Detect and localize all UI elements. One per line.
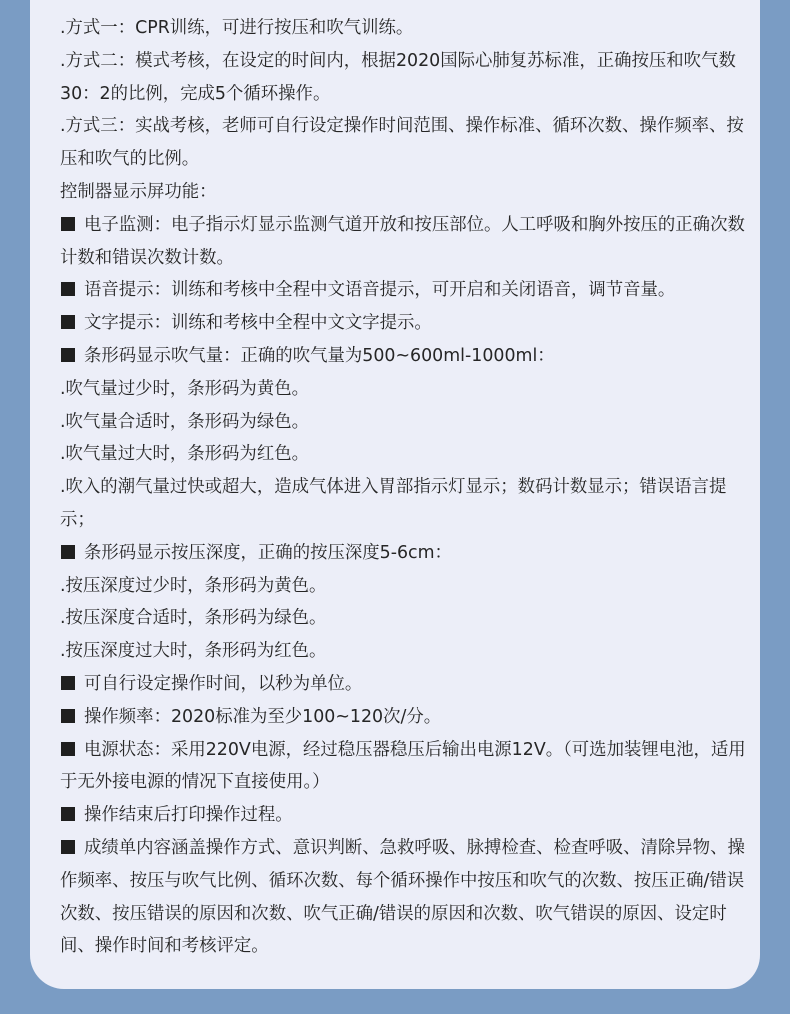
paragraph-text: .吹气量过大时，条形码为红色。 xyxy=(60,444,309,465)
bullet-paragraph xyxy=(60,307,760,340)
bullet-paragraph xyxy=(60,832,760,963)
square-bullet-icon xyxy=(61,742,75,756)
text-paragraph xyxy=(60,635,760,668)
bullet-paragraph xyxy=(60,701,760,734)
text-paragraph xyxy=(60,373,760,406)
paragraph-text: 控制器显示屏功能： xyxy=(60,181,217,202)
paragraph-text: 操作结束后打印操作过程。 xyxy=(84,805,293,826)
square-bullet-icon xyxy=(61,807,75,821)
bullet-paragraph xyxy=(60,799,760,832)
text-paragraph xyxy=(60,176,760,209)
bullet-paragraph xyxy=(60,537,760,570)
paragraph-text: .按压深度过大时，条形码为红色。 xyxy=(60,641,327,662)
paragraph-text: 语音提示：训练和考核中全程中文语音提示，可开启和关闭语音，调节音量。 xyxy=(84,280,676,301)
paragraph-text: 电源状态：采用220V电源，经过稳压器稳压后输出电源12V。（可选加装锂电池，适用于无外接电源的情况下直接使用。） xyxy=(60,739,746,793)
paragraph-text: .吹气量过少时，条形码为黄色。 xyxy=(60,378,309,399)
text-paragraph xyxy=(60,45,760,111)
text-paragraph xyxy=(60,110,760,176)
bullet-paragraph xyxy=(60,209,760,275)
square-bullet-icon xyxy=(61,676,75,690)
bullet-paragraph xyxy=(60,668,760,701)
paragraph-text: 可自行设定操作时间，以秒为单位。 xyxy=(84,673,363,694)
paragraph-text: .方式二：模式考核，在设定的时间内，根据2020国际心肺复苏标准，正确按压和吹气数30：2的比例，完成5个循环操作。 xyxy=(60,50,736,104)
text-paragraph xyxy=(60,406,760,439)
square-bullet-icon xyxy=(61,840,75,854)
paragraph-text: 条形码显示按压深度，正确的按压深度5-6cm： xyxy=(84,542,452,563)
paragraph-text: 操作频率：2020标准为至少100~120次/分。 xyxy=(84,706,442,727)
text-paragraph xyxy=(60,570,760,603)
square-bullet-icon xyxy=(61,217,75,231)
bullet-paragraph xyxy=(60,274,760,307)
square-bullet-icon xyxy=(61,709,75,723)
text-paragraph xyxy=(60,12,760,45)
paragraph-text: 成绩单内容涵盖操作方式、意识判断、急救呼吸、脉搏检查、检查呼吸、清除异物、操作频率、按压与吹气比例、循环次数、每个循环操作中按压和吹气的次数、按压正确/错误次数、按压错误的原因和次数、吹气正确/错误的原因和次数、吹气错误的原因、设定时间、操作时间和考核评定。 xyxy=(60,837,745,957)
text-paragraph xyxy=(60,602,760,635)
paragraph-text: .按压深度过少时，条形码为黄色。 xyxy=(60,575,327,596)
paragraph-text: .方式一：CPR训练，可进行按压和吹气训练。 xyxy=(60,18,414,38)
paragraph-text: 条形码显示吹气量：正确的吹气量为500~600ml-1000ml： xyxy=(84,345,555,366)
paragraph-text: 电子监测：电子指示灯显示监测气道开放和按压部位。人工呼吸和胸外按压的正确次数计数和错误次数计数。 xyxy=(60,214,745,268)
spec-text-block xyxy=(60,12,760,963)
paragraph-text: .吹气量合适时，条形码为绿色。 xyxy=(60,411,309,432)
text-paragraph xyxy=(60,471,760,537)
paragraph-text: .按压深度合适时，条形码为绿色。 xyxy=(60,608,327,629)
square-bullet-icon xyxy=(61,282,75,296)
text-paragraph xyxy=(60,438,760,471)
bullet-paragraph xyxy=(60,340,760,373)
square-bullet-icon xyxy=(61,315,75,329)
square-bullet-icon xyxy=(61,545,75,559)
paragraph-text: .吹入的潮气量过快或超大，造成气体进入胃部指示灯显示；数码计数显示；错误语言提示； xyxy=(60,477,727,530)
square-bullet-icon xyxy=(61,348,75,362)
paragraph-text: .方式三：实战考核，老师可自行设定操作时间范围、操作标准、循环次数、操作频率、按压和吹气的比例。 xyxy=(60,116,744,170)
paragraph-text: 文字提示：训练和考核中全程中文文字提示。 xyxy=(84,313,432,334)
bullet-paragraph xyxy=(60,734,760,800)
